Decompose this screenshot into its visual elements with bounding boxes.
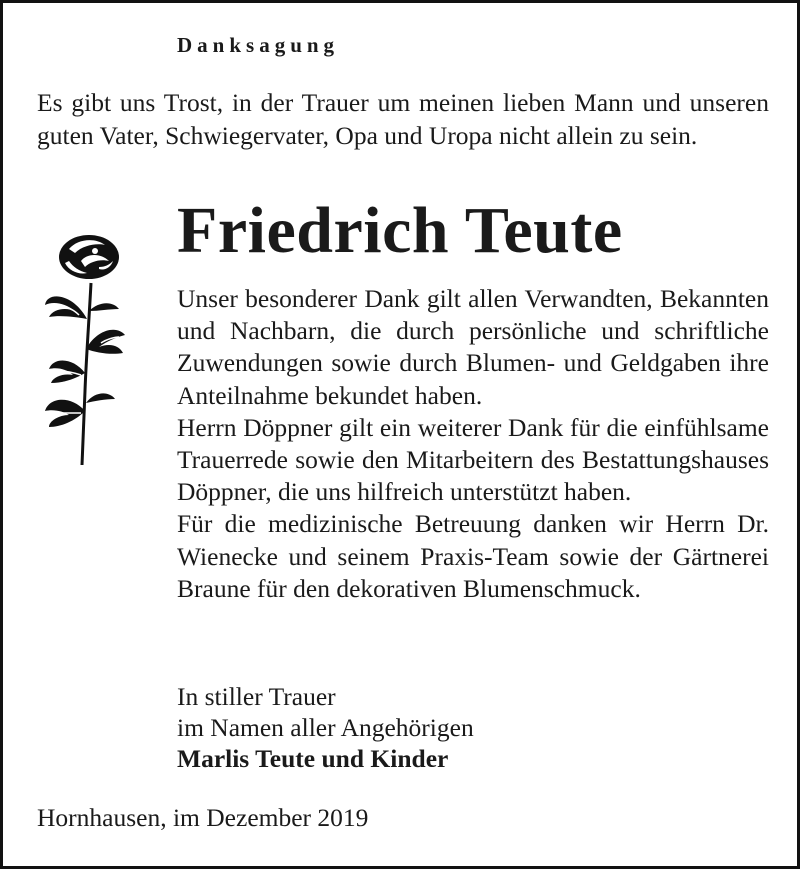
place-date: Hornhausen, im Dezember 2019 <box>37 803 369 832</box>
paragraph-thanks-family: Unser besonderer Dank gilt allen Verwandten, Bekannten und Nachbarn, die durch persönliche und schriftliche Zuwendungen sowie durch Blumen- und Geldgaben ihre Anteilnahme bekundet haben. <box>177 284 769 410</box>
notice-heading: Danksagung <box>177 33 340 57</box>
paragraph-thanks-funeral-home: Herrn Döppner gilt ein weiterer Dank für die einfühlsame Trauerrede sowie den Mitarbeitern des Bestattungshauses Döppner, die uns hilfreich unterstützt haben. <box>177 412 769 507</box>
rose-icon <box>39 231 129 467</box>
intro-text: Es gibt uns Trost, in der Trauer um meinen lieben Mann und unseren guten Vater, Schwiegervater, Opa und Uropa nicht allein zu sein. <box>37 88 769 150</box>
deceased-name: Friedrich Teute <box>177 194 623 267</box>
closing-line-2: im Namen aller Angehörigen <box>177 713 474 742</box>
signers: Marlis Teute und Kinder <box>177 744 449 773</box>
closing-line-1: In stiller Trauer <box>177 682 336 711</box>
paragraph-thanks-medical: Für die medizinische Betreuung danken wir Herrn Dr. Wienecke und seinem Praxis-Team sowie der Gärtnerei Braune für den dekorativen Blumenschmuck. <box>177 509 769 603</box>
closing-block <box>177 681 474 774</box>
notice-body <box>177 283 769 605</box>
